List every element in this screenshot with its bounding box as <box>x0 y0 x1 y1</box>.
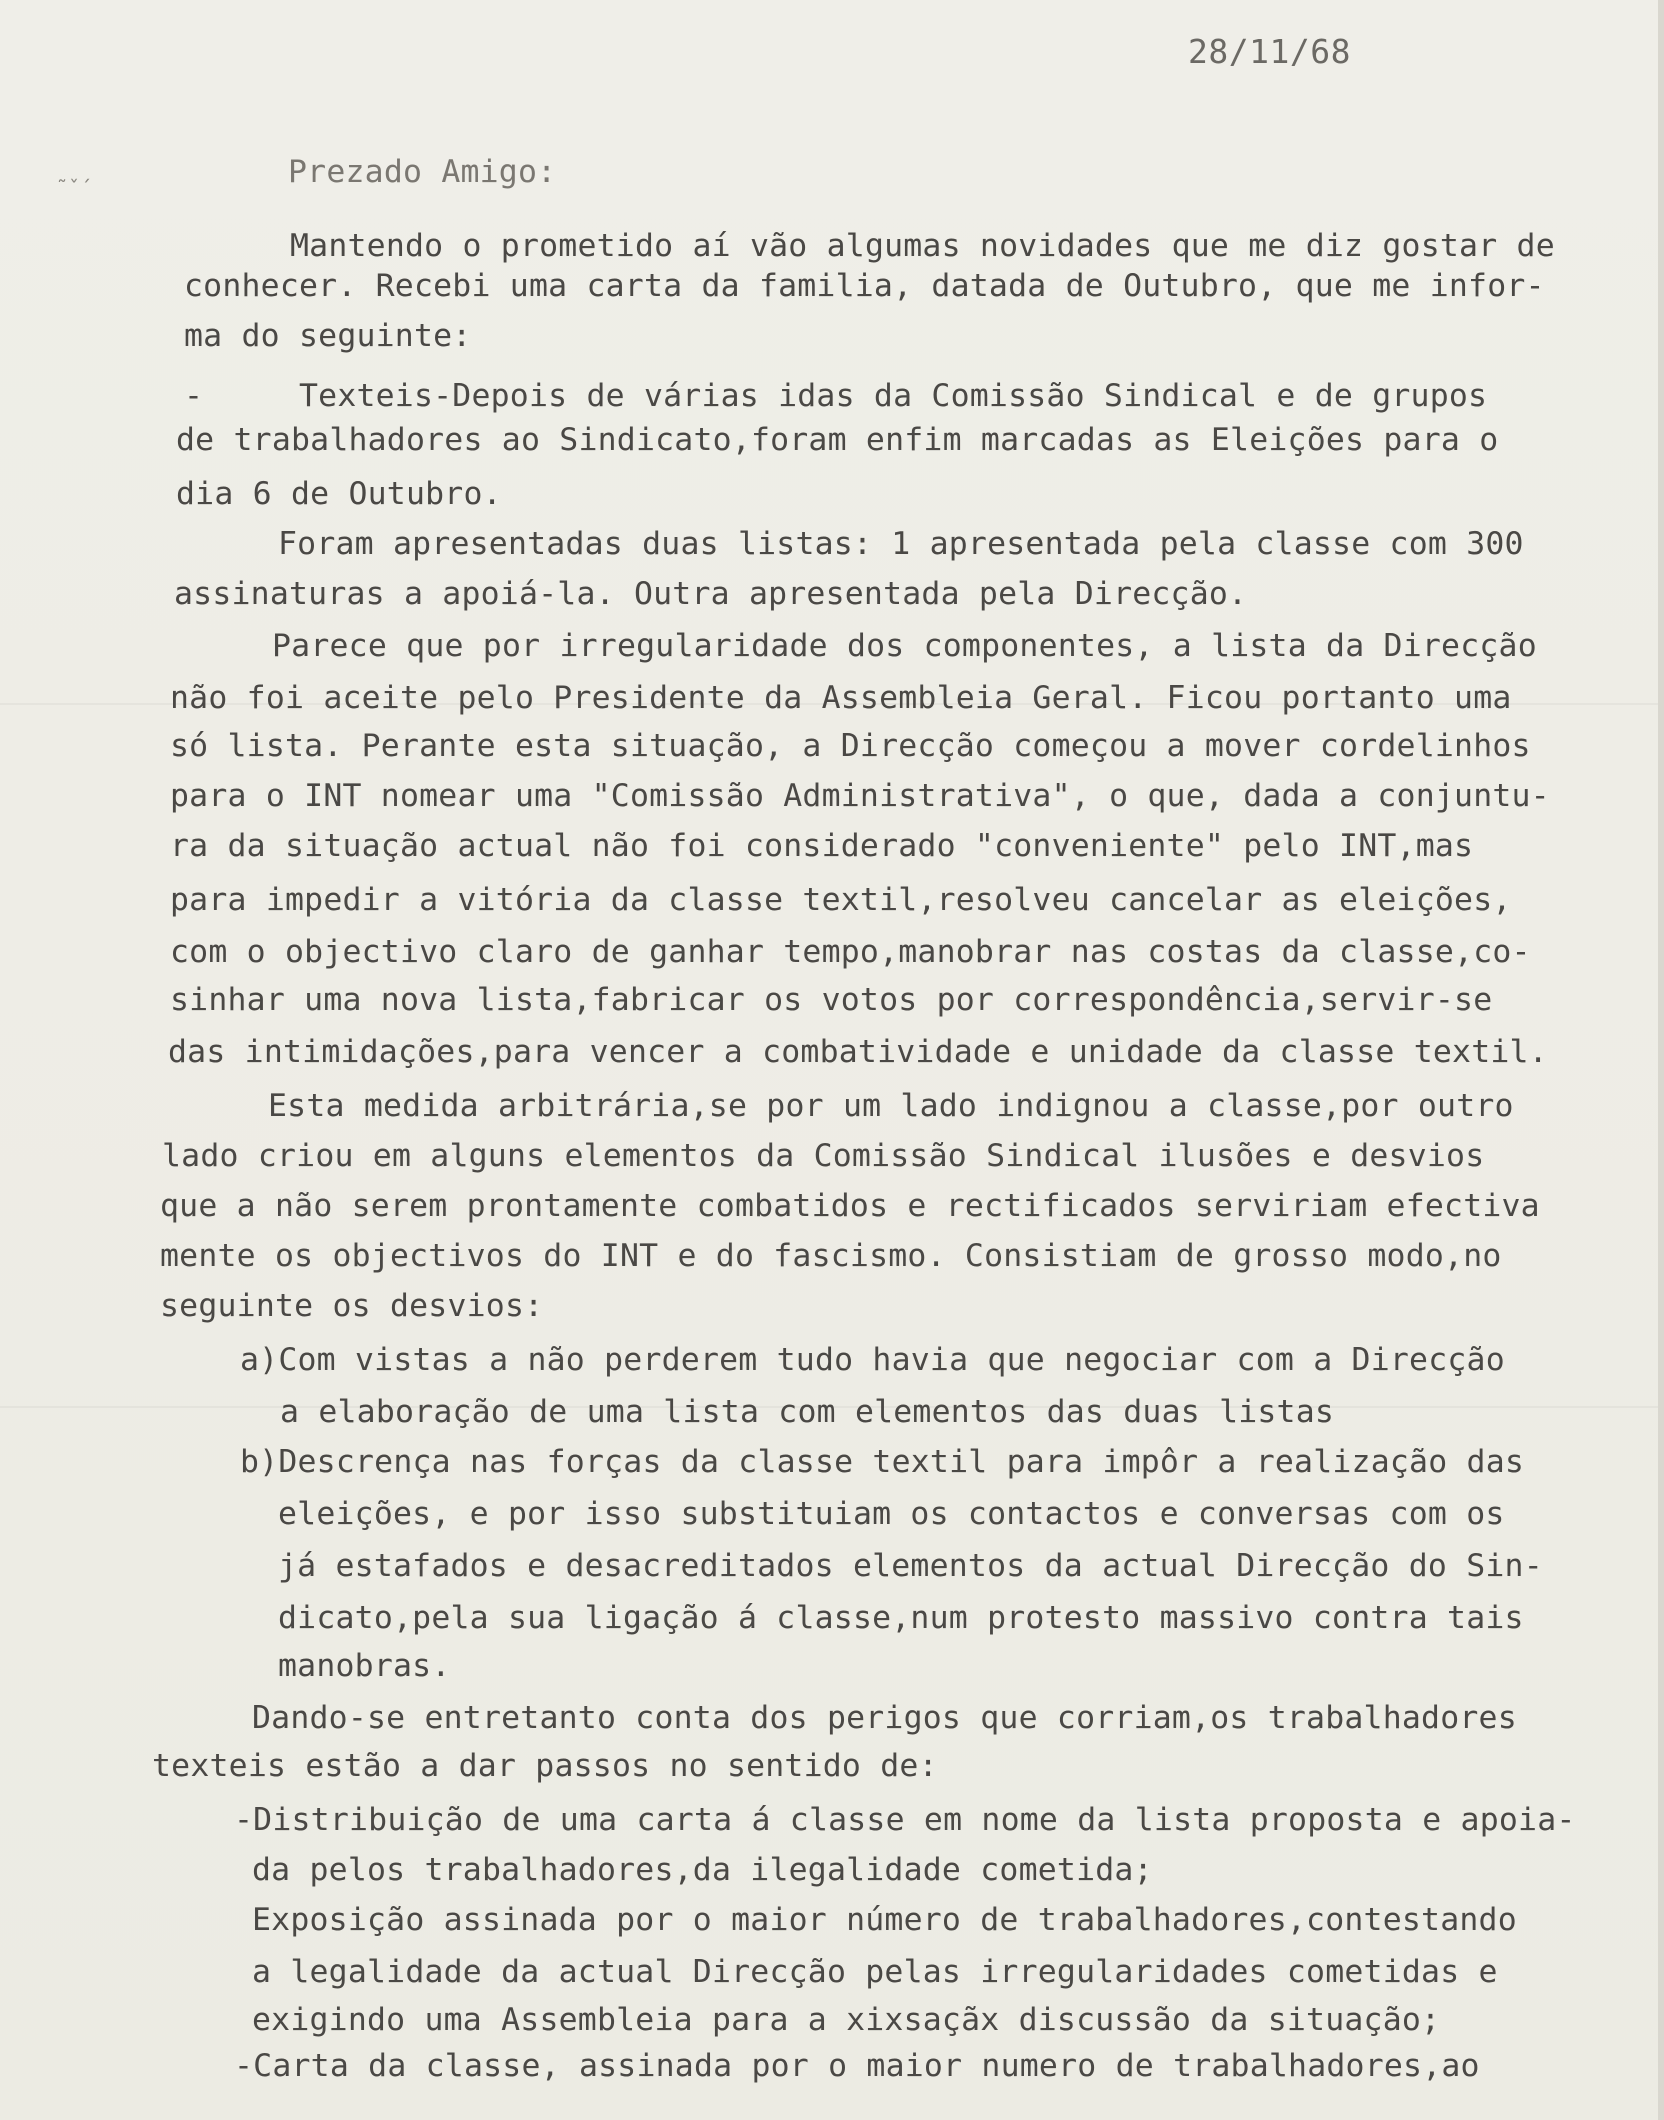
text-line: Foram apresentadas duas listas: 1 apresentada pela classe com 300 <box>278 526 1524 562</box>
text-line: Mantendo o prometido aí vão algumas novidades que me diz gostar de <box>290 228 1555 264</box>
text-line: exigindo uma Assembleia para a xixsaçãx discussão da situação; <box>252 2002 1441 2038</box>
text-line: -Carta da classe, assinada por o maior numero de trabalhadores,ao <box>234 2048 1480 2084</box>
text-line: lado criou em alguns elementos da Comissão Sindical ilusões e desvios <box>162 1138 1485 1174</box>
text-line: das intimidações,para vencer a combatividade e unidade da classe textil. <box>168 1034 1548 1070</box>
text-line: Parece que por irregularidade dos componentes, a lista da Direcção <box>272 628 1537 664</box>
text-line: mente os objectivos do INT e do fascismo. Consistiam de grosso modo,no <box>160 1238 1502 1274</box>
greeting: Prezado Amigo: <box>288 154 557 190</box>
text-line: Exposição assinada por o maior número de trabalhadores,contestando <box>252 1902 1517 1938</box>
text-line: já estafados e desacreditados elementos da actual Direcção do Sin- <box>278 1548 1543 1584</box>
text-line: para o INT nomear uma "Comissão Administrativa", o que, dada a conjuntu- <box>170 778 1550 814</box>
text-line: assinaturas a apoiá-la. Outra apresentada pela Direcção. <box>174 576 1248 612</box>
text-line: com o objectivo claro de ganhar tempo,manobrar nas costas da classe,co- <box>170 934 1531 970</box>
text-line: b)Descrença nas forças da classe textil para impôr a realização das <box>240 1444 1525 1480</box>
text-line: dia 6 de Outubro. <box>176 476 502 512</box>
paper-edge <box>1658 0 1664 2120</box>
letter-date: 28/11/68 <box>1188 32 1351 71</box>
text-line: -Distribuição de uma carta á classe em nome da lista proposta e apoia- <box>234 1802 1576 1838</box>
text-line: a elaboração de uma lista com elementos das duas listas <box>280 1394 1335 1430</box>
text-line: a legalidade da actual Direcção pelas irregularidades cometidas e <box>252 1954 1498 1990</box>
text-line: Esta medida arbitrária,se por um lado indignou a classe,por outro <box>268 1088 1514 1124</box>
text-line: ra da situação actual não foi considerado "conveniente" pelo INT,mas <box>170 828 1474 864</box>
text-line: não foi aceite pelo Presidente da Assembleia Geral. Ficou portanto uma <box>170 680 1512 716</box>
text-line: eleições, e por isso substituiam os contactos e conversas com os <box>278 1496 1505 1532</box>
text-line: que a não serem prontamente combatidos e rectificados serviriam efectiva <box>160 1188 1540 1224</box>
text-line: texteis estão a dar passos no sentido de: <box>152 1748 938 1784</box>
text-line: ma do seguinte: <box>184 318 472 354</box>
text-line: para impedir a vitória da classe textil,resolveu cancelar as eleições, <box>170 882 1512 918</box>
ink-mark: ˜ˇ´ <box>56 176 93 200</box>
text-line: a)Com vistas a não perderem tudo havia que negociar com a Direcção <box>240 1342 1505 1378</box>
text-line: seguinte os desvios: <box>160 1288 544 1324</box>
text-line: dicato,pela sua ligação á classe,num protesto massivo contra tais <box>278 1600 1524 1636</box>
text-line: conhecer. Recebi uma carta da familia, datada de Outubro, que me infor- <box>184 268 1545 304</box>
text-line: sinhar uma nova lista,fabricar os votos por correspondência,servir-se <box>170 982 1493 1018</box>
text-line: de trabalhadores ao Sindicato,foram enfim marcadas as Eleições para o <box>176 422 1499 458</box>
text-line: Dando-se entretanto conta dos perigos que corriam,os trabalhadores <box>252 1700 1517 1736</box>
text-line: - Texteis-Depois de várias idas da Comissão Sindical e de grupos <box>184 378 1488 414</box>
text-line: da pelos trabalhadores,da ilegalidade cometida; <box>252 1852 1153 1888</box>
text-line: manobras. <box>278 1648 451 1684</box>
text-line: só lista. Perante esta situação, a Direcção começou a mover cordelinhos <box>170 728 1531 764</box>
